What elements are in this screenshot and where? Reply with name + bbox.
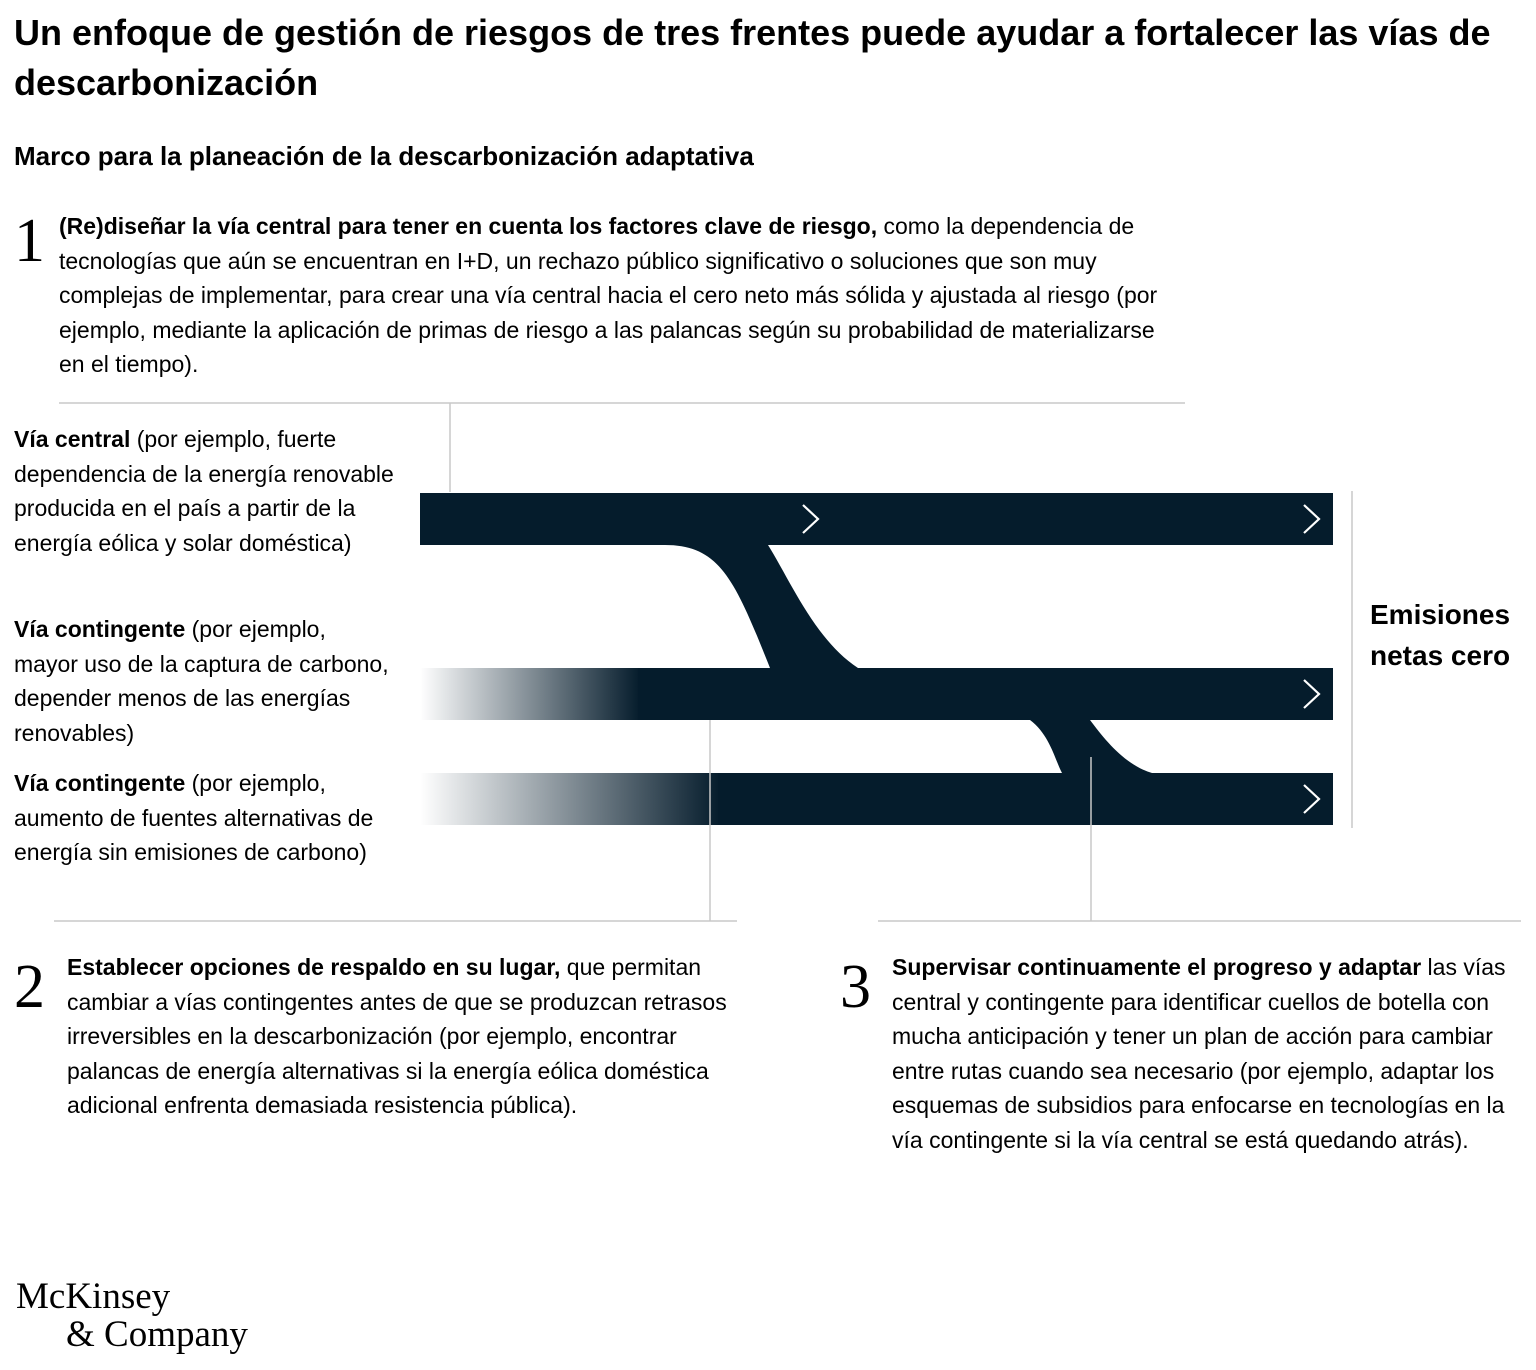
- logo-line-1: McKinsey: [16, 1276, 171, 1317]
- label-contingent-path-1-body: (por ejemplo, mayor uso de la captura de carbono, depender menos de las energías renovables): [14, 616, 389, 746]
- label-contingent-path-1: [14, 612, 394, 750]
- band-contingent-2-fade: [420, 773, 720, 825]
- label-central-path: [14, 422, 394, 560]
- step-3-body: las vías central y contingente para identificar cuellos de botella con mucha anticipación y tener un plan de acción para cambiar entre rutas cuando sea necesario (por ejemplo, adaptar los esquemas de subsidios para enfocarse en tecnologías en la vía contingente si la vía central se está quedando atrás).: [892, 954, 1506, 1153]
- page-title: Un enfoque de gestión de riesgos de tres frentes puede ayudar a fortalecer las vías de descarbonización: [14, 12, 1491, 103]
- step-3-text: [892, 950, 1512, 1157]
- net-zero-label: [1370, 594, 1536, 676]
- label-central-path-body: (por ejemplo, fuerte dependencia de la energía renovable producida en el país a partir de la energía eólica y solar doméstica): [14, 426, 394, 556]
- label-contingent-path-1-heading: Vía contingente: [14, 616, 186, 642]
- step-3-heading: Supervisar continuamente el progreso y adaptar: [892, 954, 1422, 980]
- band-contingent-1-fade: [420, 668, 640, 720]
- step-1-heading: (Re)diseñar la vía central para tener en cuenta los factores clave de riesgo,: [59, 213, 878, 239]
- step-3-number: 3: [840, 953, 871, 1021]
- label-contingent-path-2: [14, 766, 394, 870]
- net-zero-line-2: netas cero: [1370, 640, 1511, 671]
- step-2-heading: Establecer opciones de respaldo en su lugar,: [67, 954, 561, 980]
- step-2-text: [67, 950, 767, 1123]
- step-2-body: que permitan cambiar a vías contingentes antes de que se produzcan retrasos irreversibles en la descarbonización (por ejemplo, encontrar palancas de energía alternativas si la energía eólica doméstica adicional enfrenta demasiada resistencia pública).: [67, 954, 727, 1118]
- step-1-number: 1: [14, 207, 45, 275]
- label-central-path-heading: Vía central: [14, 426, 131, 452]
- transition-central-to-contingent-1: [665, 545, 858, 668]
- logo-line-2: & Company: [66, 1314, 248, 1355]
- mckinsey-logo: [16, 1278, 248, 1354]
- band-contingent-1: [638, 668, 1333, 720]
- page-subtitle: Marco para la planeación de la descarbonización adaptativa: [14, 141, 754, 171]
- step-2-number: 2: [14, 953, 45, 1021]
- band-central-path: [420, 493, 1333, 545]
- net-zero-line-1: Emisiones: [1370, 599, 1511, 630]
- band-contingent-2: [718, 773, 1333, 825]
- label-contingent-path-2-body: (por ejemplo, aumento de fuentes alternativas de energía sin emisiones de carbono): [14, 770, 374, 865]
- label-contingent-path-2-heading: Vía contingente: [14, 770, 186, 796]
- step-1-body: como la dependencia de tecnologías que aún se encuentran en I+D, un rechazo público significativo o soluciones que son muy complejas de implementar, para crear una vía central hacia el cero neto más sólida y ajustada al riesgo (por ejemplo, mediante la aplicación de primas de riesgo a las palancas según su probabilidad de materializarse en el tiempo).: [59, 213, 1158, 377]
